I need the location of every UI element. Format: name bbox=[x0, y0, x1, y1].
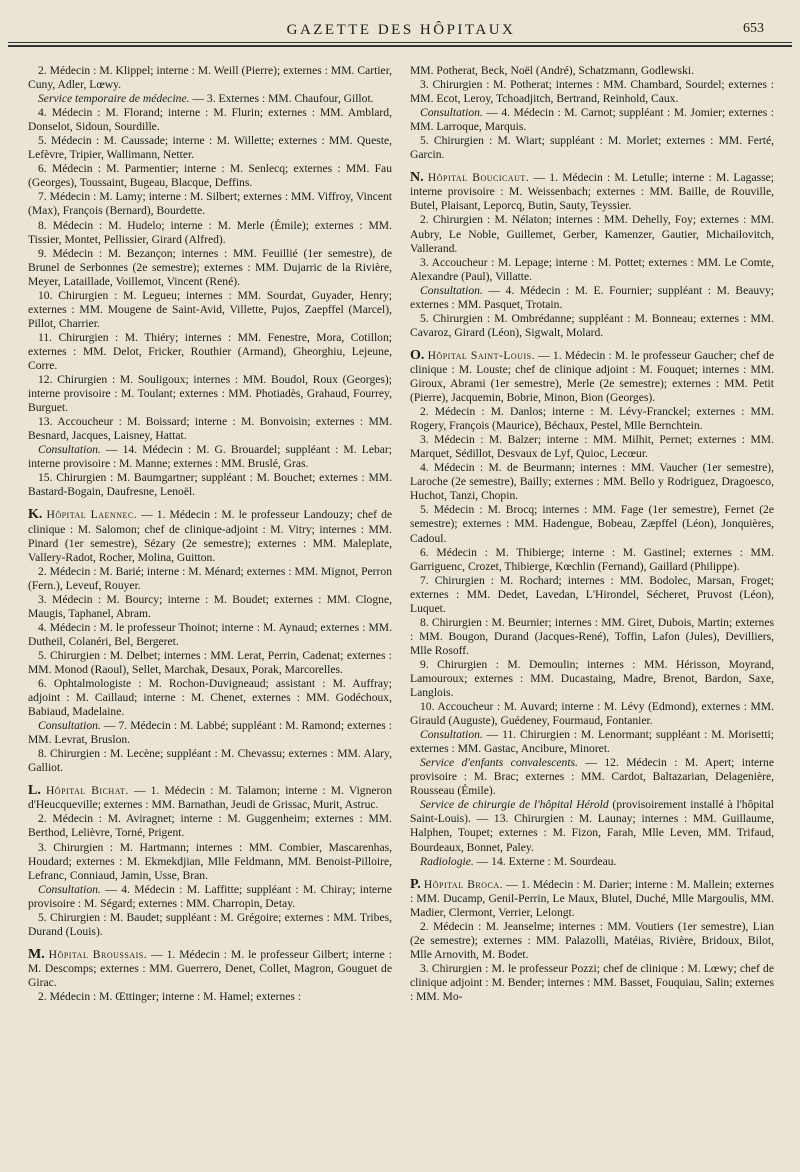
entry-text: 3. Médecin : M. Bourcy; interne : M. Boudet; externes : MM. Clogne, Maugis, Taphanel, Abram. bbox=[28, 592, 392, 620]
service-entry bbox=[28, 106, 392, 134]
service-entry bbox=[410, 78, 774, 106]
entry-text: 12. Chirurgien : M. Souligoux; internes : MM. Boudol, Roux (Georges); interne provisoire : M. Toulant; externes : MM. Photiadès, Grahaud, Fourrey, Burguet. bbox=[28, 373, 392, 415]
entry-text: 4. Médecin : M. de Beurmann; internes : MM. Vaucher (1er semestre), Laroche (2e semestre), Bailly; externes : MM. Bello y Rodriguez, Dragoesco, Huchot, Tanzi, Chopin. bbox=[410, 461, 774, 503]
hospital-name: Hôpital Broca. bbox=[423, 877, 504, 891]
page-number: 653 bbox=[743, 21, 764, 36]
entry-text: 4. Médecin : M. Florand; interne : M. Flurin; externes : MM. Amblard, Donselot, Sidoun, Sourdille. bbox=[28, 106, 392, 134]
entry-text: 2. Médecin : M. Jeanselme; internes : MM. Voutiers (1er semestre), Lian (2e semestre); externes : MM. Palazolli, Matéias, Rivière, Bridoux, Bilot, Mlle Arnovith, M. Bodet. bbox=[410, 919, 774, 961]
entry-text: 3. Chirurgien : M. Hartmann; internes : MM. Combier, Mascarenhas, Houdard; externes : M. Ekmekdjian, Mlle Feldmann, MM. Benoist-Pilloire, Lefranc, Conniaud, Jamin, Usse, Bran. bbox=[28, 840, 392, 882]
service-entry bbox=[28, 593, 392, 621]
entry-text: — 14. Externe : M. Sourdeau. bbox=[473, 854, 617, 868]
service-entry bbox=[28, 841, 392, 883]
entry-text: 9. Médecin : M. Bezançon; internes : MM. Feuillié (1er semestre), de Brunel de Serbonnes (2e semestre); externes : MM. Dujarric de la Rivière, Meyer, Lataillade, Voillemot, Vincent (René). bbox=[28, 246, 392, 288]
header-rule-thick bbox=[8, 45, 792, 47]
service-entry bbox=[410, 461, 774, 503]
entry-text: 2. Médecin : M. Barié; interne : M. Ménard; externes : MM. Mignot, Perron (Fern.), Leveuf, Rouyer. bbox=[28, 564, 392, 592]
service-label: Service d'enfants convalescents. bbox=[420, 756, 578, 770]
service-entry bbox=[410, 256, 774, 284]
service-entry bbox=[410, 920, 774, 962]
entry-text: 7. Médecin : M. Lamy; interne : M. Silbert; externes : MM. Viffroy, Vincent (Max), François (Bernard), Bourdette. bbox=[28, 190, 392, 218]
section-letter: K. bbox=[28, 507, 43, 523]
entry-text: 13. Accoucheur : M. Boissard; interne : M. Bonvoisin; externes : MM. Besnard, Jacques, Laisney, Hattat. bbox=[28, 415, 392, 443]
service-entry bbox=[410, 574, 774, 616]
hospital-section bbox=[410, 878, 774, 920]
text-columns bbox=[28, 64, 774, 1004]
entry-text: — 3. Externes : MM. Chaufour, Gillot. bbox=[189, 92, 374, 106]
service-entry bbox=[28, 677, 392, 719]
service-entry bbox=[28, 747, 392, 775]
entry-text: 10. Accoucheur : M. Auvard; interne : M. Lévy (Edmond), externes : MM. Girauld (Auguste), Guédeney, Fourmaud, Fontanier. bbox=[410, 700, 774, 728]
service-entry bbox=[410, 756, 774, 798]
entry-text: — 1. Médecin : M. Talamon; interne : M. Vigneron d'Heucqueville; externes : MM. Barnathan, Jeudi de Grissac, Murit, Astruc. bbox=[28, 784, 392, 812]
hospital-section bbox=[410, 171, 774, 213]
entry-text: 5. Chirurgien : M. Delbet; internes : MM. Lerat, Perrin, Cadenat; externes : MM. Monod (Raoul), Sellet, Marchak, Desaux, Porak, Marcorelles. bbox=[28, 648, 392, 676]
entry-text: 5. Chirurgien : M. Baudet; suppléant : M. Grégoire; externes : MM. Tribes, Durand (Louis). bbox=[28, 910, 392, 938]
entry-text: 3. Chirurgien : M. Potherat; internes : MM. Chambard, Sourdel; externes : MM. Ecot, Leroy, Tchoadjitch, Bertrand, Reinhold, Caux. bbox=[410, 78, 774, 106]
entry-text: 8. Médecin : M. Hudelo; interne : M. Merle (Émile); externes : MM. Tissier, Montet, Pellissier, Girard (Alfred). bbox=[28, 218, 392, 246]
service-entry bbox=[410, 700, 774, 728]
entry-text: 5. Médecin : M. Brocq; internes : MM. Fage (1er semestre), Fernet (2e semestre); externes : MM. Hadengue, Bobeau, Zæpffel (Léon), Jonquières, Cadoul. bbox=[410, 503, 774, 545]
service-label: Consultation. bbox=[420, 728, 483, 742]
entry-text: — 7. Médecin : M. Labbé; suppléant : M. Ramond; externes : MM. Levrat, Bruslon. bbox=[28, 719, 392, 747]
service-entry bbox=[410, 962, 774, 1004]
right-column bbox=[410, 64, 774, 1004]
entry-text: 2. Chirurgien : M. Nélaton; internes : MM. Dehelly, Foy; externes : MM. Aubry, Le Noble, Guillemet, Gerber, Kamenzer, Gautier, Michailovitch, Vallerand. bbox=[410, 213, 774, 255]
entry-text: 7. Chirurgien : M. Rochard; internes : MM. Bodolec, Marsan, Froget; externes : MM. Dedet, Lavedan, L'Hirondel, Sécheret, Pruvost (Léon), Luquet. bbox=[410, 573, 774, 615]
entry-text: — 1. Médecin : M. le professeur Gilbert; interne : M. Descomps; externes : MM. Guerrero, Denet, Collet, Magron, Gouguet de Girac. bbox=[28, 947, 392, 989]
entry-text: — 1. Médecin : M. le professeur Landouzy; chef de clinique : M. Salomon; chef de clinique-adjoint : M. Vitry; internes : MM. Pinard (1er semestre), Sézary (2e semestre); externes : MM. Maleplate, Vallery-Radot, Rocher, Molina, Guitton. bbox=[28, 508, 393, 564]
service-entry bbox=[410, 616, 774, 658]
service-entry bbox=[28, 911, 392, 939]
service-entry bbox=[28, 471, 392, 499]
hospital-name: Hôpital Laennec. bbox=[46, 508, 138, 522]
entry-text: 3. Accoucheur : M. Lepage; interne : M. Pottet; externes : MM. Le Comte, Alexandre (Paul), Villatte. bbox=[410, 255, 774, 283]
entry-text: 6. Médecin : M. Thibierge; interne : M. Gastinel; externes : MM. Garriguenc, Crozet, Thibierge, Kœchlin (Fernand), Gaillard (Philippe). bbox=[410, 545, 774, 573]
service-entry bbox=[410, 728, 774, 756]
service-entry bbox=[28, 719, 392, 747]
publication-title: GAZETTE DES HÔPITAUX bbox=[286, 22, 516, 38]
entry-text: 8. Chirurgien : M. Lecène; suppléant : M. Chevassu; externes : MM. Alary, Galliot. bbox=[28, 747, 392, 775]
entry-text: — 1. Médecin : M. Darier; interne : M. Mallein; externes : MM. Ducamp, Genil-Perrin, Le Maux, Blutel, Duché, Mlle Margoulis, MM. Madier, Clermont, Verrier, Lelongt. bbox=[410, 877, 774, 919]
service-entry bbox=[410, 855, 774, 869]
entry-text: — 11. Chirurgien : M. Lenormant; suppléant : M. Morisetti; externes : MM. Gastac, Ancibure, Minoret. bbox=[410, 728, 774, 756]
entry-text: — 12. Médecin : M. Apert; interne provisoire : M. Brac; externes : MM. Cardot, Baltazarian, Delagenière, Rousseau (Émile). bbox=[410, 756, 774, 798]
service-entry bbox=[410, 503, 774, 545]
service-entry bbox=[28, 219, 392, 247]
entry-text: 2. Médecin : M. Klippel; interne : M. Weill (Pierre); externes : MM. Cartier, Cuny, Adler, Lœwy. bbox=[28, 64, 392, 92]
service-label: Consultation. bbox=[38, 443, 101, 457]
service-entry bbox=[28, 373, 392, 415]
service-entry bbox=[28, 649, 392, 677]
service-entry bbox=[410, 798, 774, 854]
service-label: Consultation. bbox=[38, 719, 101, 733]
service-label: Service temporaire de médecine. bbox=[38, 92, 190, 106]
entry-text: — 4. Médecin : M. Laffitte; suppléant : M. Chiray; interne provisoire : M. Ségard; externes : MM. Charropin, Detay. bbox=[28, 882, 392, 910]
hospital-section bbox=[28, 948, 392, 990]
entry-text: 5. Chirurgien : M. Wiart; suppléant : M. Morlet; externes : MM. Ferté, Garcin. bbox=[410, 134, 774, 162]
entry-text: 5. Médecin : M. Caussade; interne : M. Willette; externes : MM. Queste, Lefèvre, Tripier, Wallimann, Netter. bbox=[28, 134, 392, 162]
service-entry bbox=[28, 162, 392, 190]
entry-text: 6. Ophtalmologiste : M. Rochon-Duvigneaud; assistant : M. Auffray; adjoint : M. Caillaud; interne : M. Chenet, externes : MM. Godéchoux, Babiaud, Madelaine. bbox=[28, 677, 392, 719]
service-entry bbox=[410, 405, 774, 433]
service-entry bbox=[410, 64, 774, 78]
service-entry bbox=[28, 247, 392, 289]
entry-text: 3. Chirurgien : M. le professeur Pozzi; chef de clinique : M. Lœwy; chef de clinique adjoint : M. Bender; internes : MM. Basset, Fouquiau, Salin; externes : MM. Mo- bbox=[410, 961, 774, 1003]
service-label: Consultation. bbox=[420, 106, 483, 120]
service-label: Consultation. bbox=[38, 882, 101, 896]
entry-text: 2. Médecin : M. Danlos; interne : M. Lévy-Franckel; externes : MM. Rogery, François (Maurice), Béchaux, Pestel, Mlle Bernchtein. bbox=[410, 405, 774, 433]
section-letter: P. bbox=[410, 876, 421, 892]
service-label: Consultation. bbox=[420, 283, 483, 297]
entry-text: 6. Médecin : M. Parmentier; interne : M. Senlecq; externes : MM. Fau (Georges), Toussaint, Bugeau, Blacque, Deffins. bbox=[28, 162, 392, 190]
service-entry bbox=[28, 565, 392, 593]
entry-text: 9. Chirurgien : M. Demoulin; internes : MM. Hérisson, Moyrand, Lamouroux; externes : MM. Ducastaing, Madre, Brenot, Bardon, Saxe, Langlois. bbox=[410, 657, 774, 700]
service-entry bbox=[28, 92, 392, 106]
service-entry bbox=[28, 883, 392, 911]
service-entry bbox=[410, 658, 774, 700]
left-column bbox=[28, 64, 392, 1004]
service-entry bbox=[28, 289, 392, 331]
section-letter: M. bbox=[28, 946, 45, 962]
service-entry bbox=[28, 415, 392, 443]
entry-text: 2. Médecin : M. Aviragnet; interne : M. Guggenheim; externes : MM. Berthod, Lelièvre, Torné, Prigent. bbox=[28, 812, 392, 840]
hospital-name: Hôpital Saint-Louis. bbox=[427, 348, 535, 362]
service-entry bbox=[28, 990, 392, 1004]
entry-text: 10. Chirurgien : M. Legueu; internes : MM. Sourdat, Guyader, Henry; externes : MM. Mougene de Saint-Avid, Villette, Pujos, Zaepffel (Marcel), Pillot, Charrier. bbox=[28, 288, 392, 330]
hospital-section bbox=[28, 784, 392, 812]
section-letter: L. bbox=[28, 783, 41, 799]
service-entry bbox=[410, 284, 774, 312]
service-entry bbox=[28, 621, 392, 649]
hospital-section bbox=[28, 508, 392, 564]
entry-text: — 1. Médecin : M. le professeur Gaucher; chef de clinique : M. Louste; chef de clinique adjoint : M. Fouquet; internes : MM. Giroux, Abrami (1er semestre), Merle (2e semestre); externes : MM. Petit (Pierre), Jacquemin, Bobrie, Minon, Bion (Georges). bbox=[410, 348, 775, 405]
header-rule bbox=[8, 42, 792, 43]
service-entry bbox=[410, 312, 774, 340]
entry-text: 8. Chirurgien : M. Beurnier; internes : MM. Giret, Dubois, Martin; externes : MM. Bougon, Durand (Jacques-René), Toffin, Lafon (Jules), Devilliers, Mlle Rosoff. bbox=[410, 615, 774, 657]
entry-text: — 1. Médecin : M. Letulle; interne : M. Lagasse; interne provisoire : M. Weissenbach; externes : MM. Baille, de Rouville, Butel, Plaisant, Leporcq, Butin, Sauty, Teyssier. bbox=[410, 171, 774, 213]
hospital-name: Hôpital Boucicaut. bbox=[427, 171, 530, 185]
service-label: Service de chirurgie de l'hôpital Hérold bbox=[420, 798, 609, 812]
entry-text: 2. Médecin : M. Œttinger; interne : M. Hamel; externes : bbox=[38, 990, 302, 1003]
service-entry bbox=[410, 134, 774, 162]
service-entry bbox=[28, 190, 392, 218]
entry-text: 11. Chirurgien : M. Thiéry; internes : MM. Fenestre, Mora, Cotillon; externes : MM. Delot, Fricker, Routhier (Armand), Gheorghiu, Lejeune, Corre. bbox=[28, 330, 392, 372]
service-entry bbox=[410, 546, 774, 574]
service-entry bbox=[28, 331, 392, 373]
service-entry bbox=[28, 134, 392, 162]
service-entry bbox=[28, 812, 392, 840]
entry-text: MM. Potherat, Beck, Noël (André), Schatzmann, Godlewski. bbox=[410, 64, 694, 77]
service-entry bbox=[410, 106, 774, 134]
entry-text: 3. Médecin : M. Balzer; interne : MM. Milhit, Pernet; externes : MM. Marquet, Sédillot, Desvaux de Lyf, Quioc, Lecœur. bbox=[410, 433, 774, 461]
entry-text: — 14. Médecin : M. G. Brouardel; suppléant : M. Lebar; interne provisoire : M. Manne; externes : MM. Bruslé, Gras. bbox=[28, 443, 392, 471]
service-label: Radiologie. bbox=[420, 854, 474, 868]
service-entry bbox=[28, 64, 392, 92]
entry-text: 5. Chirurgien : M. Ombrédanne; suppléant : M. Bonneau; externes : MM. Cavaroz, Girard (Léon), Sigwalt, Molard. bbox=[410, 311, 774, 339]
service-entry bbox=[410, 433, 774, 461]
entry-text: 15. Chirurgien : M. Baumgartner; suppléant : M. Bouchet; externes : MM. Bastard-Bogain, Daufresne, Lenoël. bbox=[28, 471, 392, 499]
hospital-name: Hôpital Broussais. bbox=[48, 947, 148, 961]
entry-text: — 4. Médecin : M. E. Fournier; suppléant : M. Beauvy; externes : MM. Pasquet, Trotain. bbox=[410, 283, 774, 311]
entry-text: 4. Médecin : M. le professeur Thoinot; interne : M. Aynaud; externes : MM. Dutheil, Colanéri, Bel, Bergeret. bbox=[28, 620, 392, 648]
section-letter: O. bbox=[410, 347, 425, 363]
page-header bbox=[28, 0, 774, 44]
hospital-section bbox=[410, 349, 774, 405]
hospital-name: Hôpital Bichat. bbox=[45, 784, 129, 798]
service-entry bbox=[410, 213, 774, 255]
entry-text: — 4. Médecin : M. Carnot; suppléant : M. Jomier; externes : MM. Larroque, Marquis. bbox=[410, 106, 774, 134]
section-letter: N. bbox=[410, 170, 424, 186]
service-entry bbox=[28, 443, 392, 471]
entry-text: (provisoirement installé à l'hôpital Saint-Louis). — 13. Chirurgien : M. Launay; internes : MM. Guillaume, Halphen, Toupet; externes : M. Fizon, Farah, Mlle Leven, MM. Trifaud, Bourdeaux, Bonnet, Paley. bbox=[410, 798, 774, 854]
